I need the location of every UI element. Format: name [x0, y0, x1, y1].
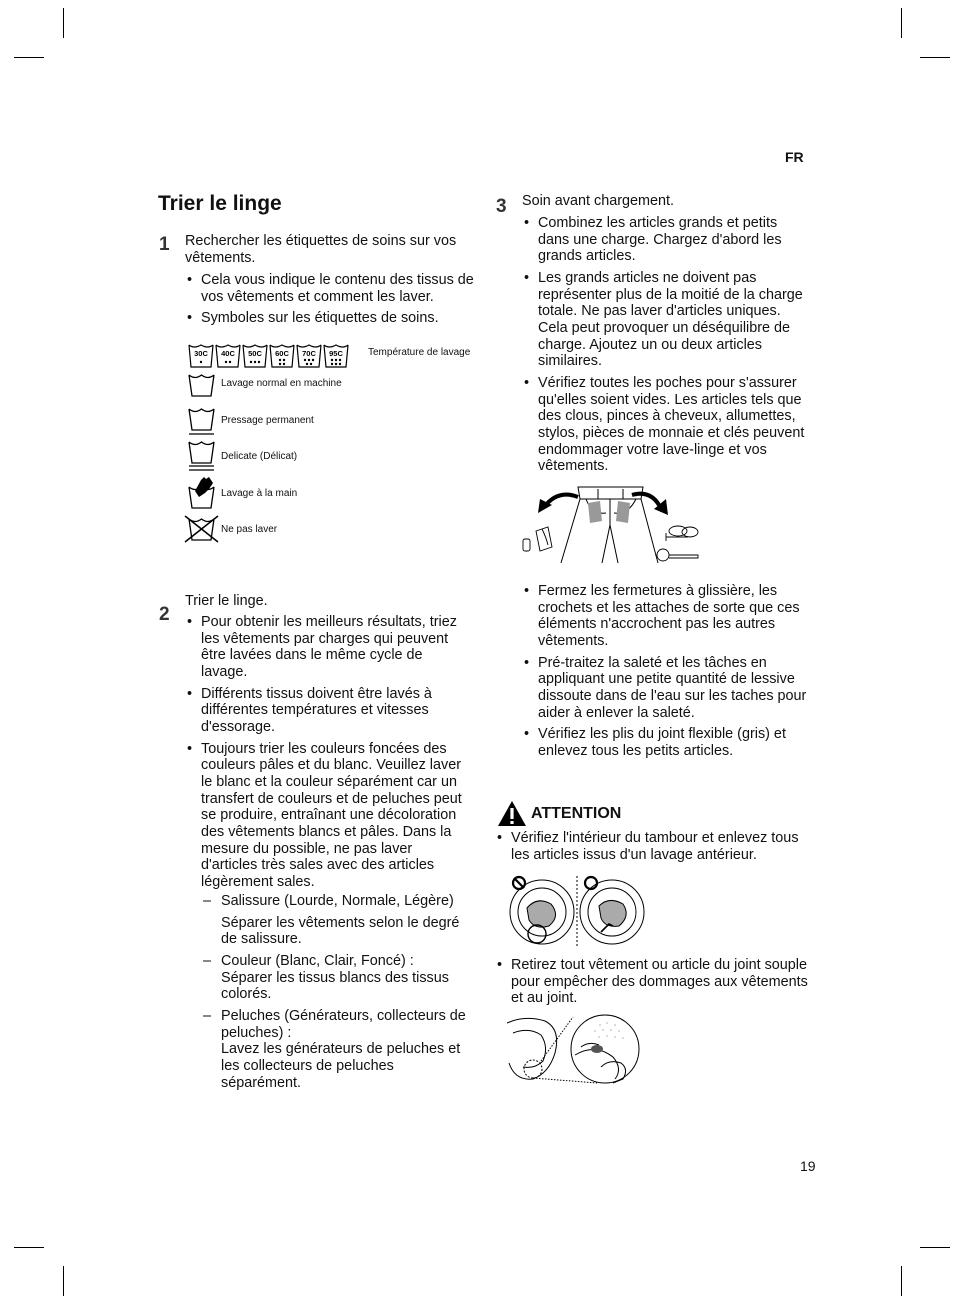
list-item: • Cela vous indique le contenu des tissus de vos vêtements et comment les laver.: [185, 272, 475, 305]
do-not-wash-icon: [184, 515, 220, 543]
temp-label: 70C: [302, 349, 316, 358]
sub-item: [201, 1008, 468, 1092]
sub-item-body: Lavez les générateurs de peluches et les collecteurs de peluches séparément.: [221, 1041, 461, 1091]
list-item: • Retirez tout vêtement ou article du joint souple pour empêcher des dommages aux vêtements et au joint.: [495, 957, 810, 1007]
list-item: • Vérifiez toutes les poches pour s'assurer qu'elles soient vides. Les articles tels que des clous, pinces à cheveux, allumettes, stylos, pièces de monnaie et clés peuvent endommager votre lave-linge et vos vêtements.: [522, 375, 807, 475]
step-text: Trier le linge.: [185, 593, 268, 609]
crop-mark: [920, 57, 950, 58]
crop-mark: [14, 1247, 44, 1248]
delicate-icon: [187, 438, 217, 472]
list-item: • Pré-traitez la saleté et les tâches en appliquant une petite quantité de lessive dissoute dans de l'eau sur les taches pour aider à enlever la saleté.: [522, 655, 807, 722]
gasket-check-illustration: [505, 1013, 645, 1085]
bullet-list: [522, 215, 807, 480]
attention-label: ATTENTION: [531, 804, 622, 822]
list-item: • Les grands articles ne doivent pas représenter plus de la moitié de la charge totale. Ne pas laver d'articles uniques. Cela peut provoquer un déséquilibre de charge. Ajoutez un ou deux articles similaires.: [522, 270, 807, 370]
sub-item-head: Peluches (Générateurs, collecteurs de peluches) :: [221, 1008, 466, 1041]
language-tag: FR: [785, 149, 804, 165]
list-item: • Symboles sur les étiquettes de soins.: [185, 310, 475, 327]
temp-label: 95C: [329, 349, 343, 358]
sub-item: [201, 953, 468, 1003]
step-number: 3: [496, 196, 507, 217]
section-title: Trier le linge: [158, 192, 282, 215]
crop-mark: [14, 57, 44, 58]
temp-label: 50C: [248, 349, 262, 358]
crop-mark: [901, 1266, 902, 1296]
crop-mark: [63, 1266, 64, 1296]
symbol-label-nowash: Ne pas laver: [221, 524, 278, 535]
temp-label: 40C: [221, 349, 235, 358]
symbol-label-temperature: Température de lavage: [368, 347, 471, 358]
temp-label: 30C: [194, 349, 208, 358]
list-item: • Vérifiez l'intérieur du tambour et enlevez tous les articles issus d'un lavage antérieur.: [495, 830, 810, 863]
normal-wash-icon: [187, 371, 217, 399]
bullet-list: [185, 614, 468, 1097]
hand-wash-icon: [187, 475, 217, 511]
sub-item: [201, 893, 468, 948]
crop-mark: [63, 8, 64, 38]
drum-check-illustration: [507, 872, 647, 948]
attention-list: [495, 957, 810, 1012]
permanent-press-icon: [187, 405, 217, 437]
list-item: • Vérifiez les plis du joint flexible (gris) et enlevez tous les petits articles.: [522, 726, 807, 759]
list-item: • Combinez les articles grands et petits dans une charge. Chargez d'abord les grands articles.: [522, 215, 807, 265]
step-number: 2: [159, 604, 170, 625]
sub-list: [201, 893, 468, 1092]
step-text: Rechercher les étiquettes de soins sur vos vêtements.: [185, 233, 457, 266]
list-item: • Pour obtenir les meilleurs résultats, triez les vêtements par charges qui peuvent être lavées dans le même cycle de lavage.: [185, 614, 468, 681]
bullet-list: [522, 583, 807, 764]
list-item: [185, 741, 468, 1092]
crop-mark: [920, 1247, 950, 1248]
symbol-label-hand: Lavage à la main: [221, 488, 298, 499]
sub-item-body: Séparer les tissus blancs des tissus colorés.: [221, 969, 449, 1003]
page-number: 19: [800, 1158, 816, 1174]
list-item: • Fermez les fermetures à glissière, les crochets et les attaches de sorte que ces éléments n'accrochent pas les autres vêtements.: [522, 583, 807, 650]
crop-mark: [901, 8, 902, 38]
list-item: • Différents tissus doivent être lavés à différentes températures et vitesses d'essorage.: [185, 686, 468, 736]
step-text: Soin avant chargement.: [522, 193, 674, 209]
symbol-label-permanent: Pressage permanent: [221, 415, 314, 426]
symbol-label-delicate: Delicate (Délicat): [221, 451, 298, 462]
attention-heading: [497, 800, 621, 827]
list-item-text: Toujours trier les couleurs foncées des couleurs pâles et du blanc. Veuillez laver le blanc et la couleur séparément car un transfert de couleurs et de peluches peut se produire, entraînant une décoloration des vêtements blancs et pâles. Dans la mesure du possible, ne pas laver d'articles très sales avec des articles légèrement sales.: [201, 740, 462, 891]
step-number: 1: [159, 234, 170, 255]
sub-item-head: Couleur (Blanc, Clair, Foncé) :: [221, 952, 414, 969]
sub-item-head: Salissure (Lourde, Normale, Légère): [221, 892, 454, 909]
symbol-label-normal: Lavage normal en machine: [221, 378, 342, 389]
warning-icon: [497, 800, 527, 827]
temperature-icons: [188, 342, 353, 370]
bullet-list: [185, 272, 475, 332]
pocket-check-illustration: [518, 485, 703, 567]
attention-list: [495, 830, 810, 868]
sub-item-body: Séparer les vêtements selon le degré de salissure.: [221, 914, 460, 948]
temp-label: 60C: [275, 349, 289, 358]
